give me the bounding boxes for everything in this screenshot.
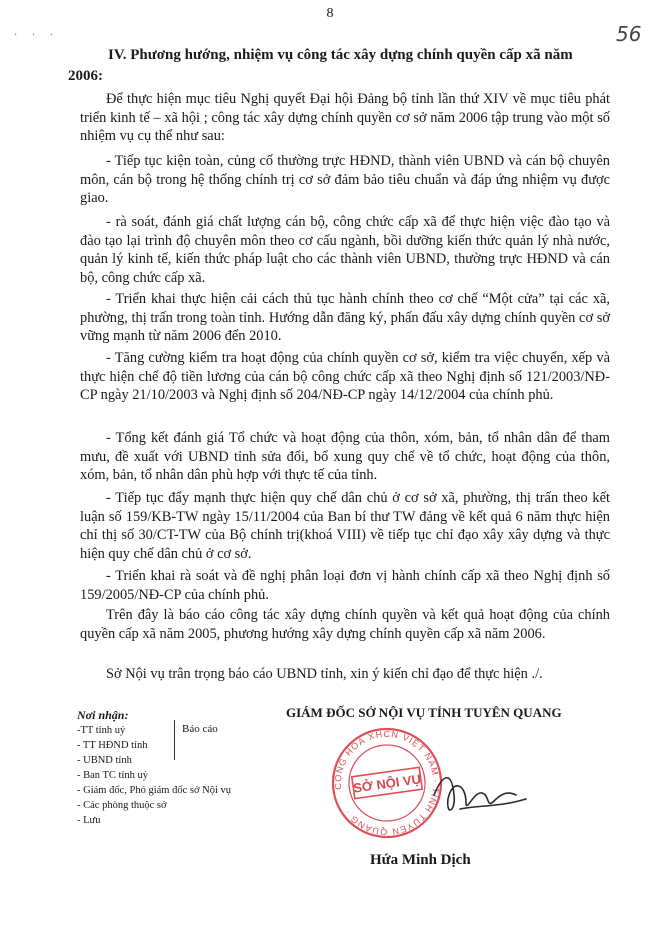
recipient-item: - UBND tỉnh (77, 755, 132, 766)
stamp-center-text: SỞ NỘI VỤ (352, 771, 422, 796)
recipient-item: - Ban TC tỉnh uỷ (77, 770, 148, 781)
paragraph-item-1: - Tiếp tục kiện toàn, củng cố thường trực HĐND, thành viên UBND và cán bộ chuyên môn, cán bộ trong hệ thống chính trị cơ sở đảm bảo tiêu chuẩn và đáp ứng nhiệm vụ được giao. (80, 153, 610, 207)
paragraph-item-7: - Triển khai rà soát và đề nghị phân loại đơn vị hành chính cấp xã theo Nghị định số 159/2005/NĐ-CP của chính phủ. (80, 568, 610, 603)
stamp-ring-text: CỘNG HOÀ XHCN VIỆT NAM · TỈNH TUYÊN QUANG · (332, 728, 442, 838)
page-number: 8 (326, 6, 334, 21)
scan-specks: · · · (14, 30, 59, 41)
paragraph-item-5: - Tổng kết đánh giá Tổ chức và hoạt động của thôn, xóm, bản, tổ nhân dân để tham mưu, đề xuất với UBND tỉnh sửa đổi, bổ xung quy chế về tổ chức, hoạt động của thôn, xóm, bản, tổ nhân dân phù hợp với thực tế của tỉnh. (80, 430, 610, 484)
section-heading-line1: Phương hướng, nhiệm vụ công tác xây dựng chính quyền cấp xã năm (130, 47, 573, 63)
paragraph-conclusion: Trên đây là báo cáo công tác xây dựng chính quyền và kết quả hoạt động của chính quyền cấp xã năm 2005, phương hướng xây dựng chính quyền cấp xã năm 2006. (80, 607, 610, 642)
recipient-item: - Giám đốc, Phó giám đốc sở Nội vụ (77, 785, 231, 796)
section-heading-line2: 2006: (68, 68, 103, 84)
paragraph-item-2: - rà soát, đánh giá chất lượng cán bộ, công chức cấp xã để thực hiện việc đào tạo và đào tạo lại trình độ chuyên môn theo cơ cấu ngành, bồi dưỡng kiến thức quản lý nhà nước, quản lý kinh tế, kiến thức pháp luật cho các thành viên UBND, thường trực HĐND và cán bộ, công chức cấp xã. (80, 214, 610, 286)
section-number: IV. (108, 47, 127, 63)
section-heading (68, 45, 628, 87)
signature-title: GIÁM ĐỐC SỞ NỘI VỤ TỈNH TUYÊN QUANG (286, 705, 562, 720)
handwritten-signature (430, 765, 540, 825)
signer-name: Hứa Minh Dịch (370, 852, 471, 868)
page-handwritten-mark: 56 (616, 22, 642, 46)
recipient-item: -TT tỉnh uỷ (77, 725, 126, 736)
recipient-item: - TT HĐND tỉnh (77, 740, 148, 751)
paragraph-item-4: - Tăng cường kiểm tra hoạt động của chính quyền cơ sở, kiểm tra việc chuyển, xếp và thực hiện chế độ tiền lương của cán bộ công chức cấp xã theo Nghị định số 121/2003/NĐ-CP ngày 21/10/2003 và Nghị định số 204/NĐ-CP ngày 14/12/2004 của chính phủ. (80, 350, 610, 404)
recipients-bracket (174, 720, 175, 760)
paragraph-closing: Sở Nội vụ trân trọng báo cáo UBND tỉnh, xin ý kiến chỉ đạo để thực hiện ./. (106, 666, 543, 682)
paragraph-item-6: - Tiếp tục đẩy mạnh thực hiện quy chế dân chủ ở cơ sở xã, phường, thị trấn theo kết luận số 159/KB-TW ngày 15/11/2004 của Ban bí thư TW đảng về kết quả 6 năm thực hiện chỉ thị số 30/CT-TW của Bộ chính trị(khoá VIII) về tiếp tục chỉ đạo xây xây dựng và thực hiện quy chế dân chủ ở cơ sở. (80, 490, 610, 562)
recipient-item: - Các phòng thuộc sở (77, 800, 167, 811)
paragraph-intro: Để thực hiện mục tiêu Nghị quyết Đại hội Đảng bộ tỉnh lần thứ XIV về mục tiêu phát triển kinh tế – xã hội ; công tác xây dựng chính quyền cơ sở năm 2006 tập trung vào một số nhiệm vụ cụ thể như sau: (80, 91, 610, 145)
recipients-title: Nơi nhận: (77, 708, 129, 722)
recipients-bracket-label: Báo cáo (182, 723, 218, 735)
recipient-item: - Lưu (77, 815, 101, 826)
paragraph-item-3: - Triển khai thực hiện cải cách thủ tục hành chính theo cơ chế “Một cửa” tại các xã, phường, thị trấn trong toàn tỉnh. Hướng dẫn đăng ký, phấn đấu xây dựng chính quyền cơ sở vững mạnh từ năm 2006 đến 2010. (80, 291, 610, 345)
